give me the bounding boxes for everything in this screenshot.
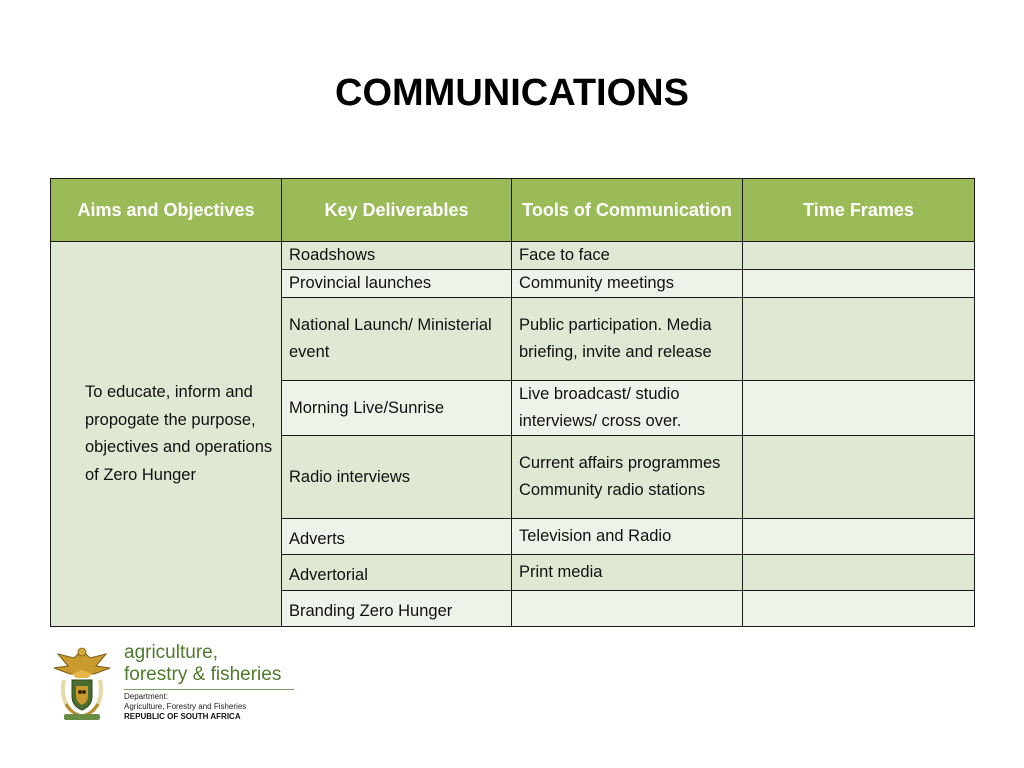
logo-divider bbox=[124, 689, 294, 690]
tools-cell: Live broadcast/ studio interviews/ cross over. bbox=[512, 381, 743, 436]
header-aims: Aims and Objectives bbox=[51, 179, 282, 242]
tools-cell bbox=[512, 591, 743, 627]
deliverable-cell: Adverts bbox=[282, 519, 512, 555]
table-header-row bbox=[51, 179, 975, 242]
time-cell bbox=[743, 555, 975, 591]
time-cell bbox=[743, 381, 975, 436]
tools-cell: Community meetings bbox=[512, 270, 743, 298]
time-cell bbox=[743, 270, 975, 298]
country-name: REPUBLIC OF SOUTH AFRICA bbox=[124, 712, 241, 721]
header-tools: Tools of Communication bbox=[512, 179, 743, 242]
communications-table bbox=[50, 178, 975, 627]
coat-of-arms-icon bbox=[50, 644, 114, 722]
time-cell bbox=[743, 436, 975, 519]
time-cell bbox=[743, 519, 975, 555]
tools-cell: Public participation. Media briefing, invite and release bbox=[512, 298, 743, 381]
time-cell bbox=[743, 298, 975, 381]
time-cell bbox=[743, 591, 975, 627]
deliverable-cell: Roadshows bbox=[282, 242, 512, 270]
time-cell bbox=[743, 242, 975, 270]
tools-cell: Television and Radio bbox=[512, 519, 743, 555]
header-deliverables: Key Deliverables bbox=[282, 179, 512, 242]
logo-line-2: forestry & fisheries bbox=[124, 664, 282, 685]
department-label: Department: bbox=[124, 692, 169, 701]
department-name: Agriculture, Forestry and Fisheries bbox=[124, 702, 247, 711]
deliverable-cell: Advertorial bbox=[282, 555, 512, 591]
deliverable-cell: Provincial launches bbox=[282, 270, 512, 298]
department-logo bbox=[50, 642, 310, 726]
deliverable-cell: Radio interviews bbox=[282, 436, 512, 519]
table-row bbox=[51, 242, 975, 270]
deliverable-cell: Branding Zero Hunger bbox=[282, 591, 512, 627]
tools-cell: Current affairs programmes Community radio stations bbox=[512, 436, 743, 519]
tools-cell: Face to face bbox=[512, 242, 743, 270]
logo-line-1: agriculture, bbox=[124, 642, 218, 663]
aim-cell: To educate, inform and propogate the purpose, objectives and operations of Zero Hunger bbox=[51, 242, 282, 627]
header-time-frames: Time Frames bbox=[743, 179, 975, 242]
slide-title: COMMUNICATIONS bbox=[335, 72, 689, 114]
tools-cell: Print media bbox=[512, 555, 743, 591]
deliverable-cell: Morning Live/Sunrise bbox=[282, 381, 512, 436]
deliverable-cell: National Launch/ Ministerial event bbox=[282, 298, 512, 381]
